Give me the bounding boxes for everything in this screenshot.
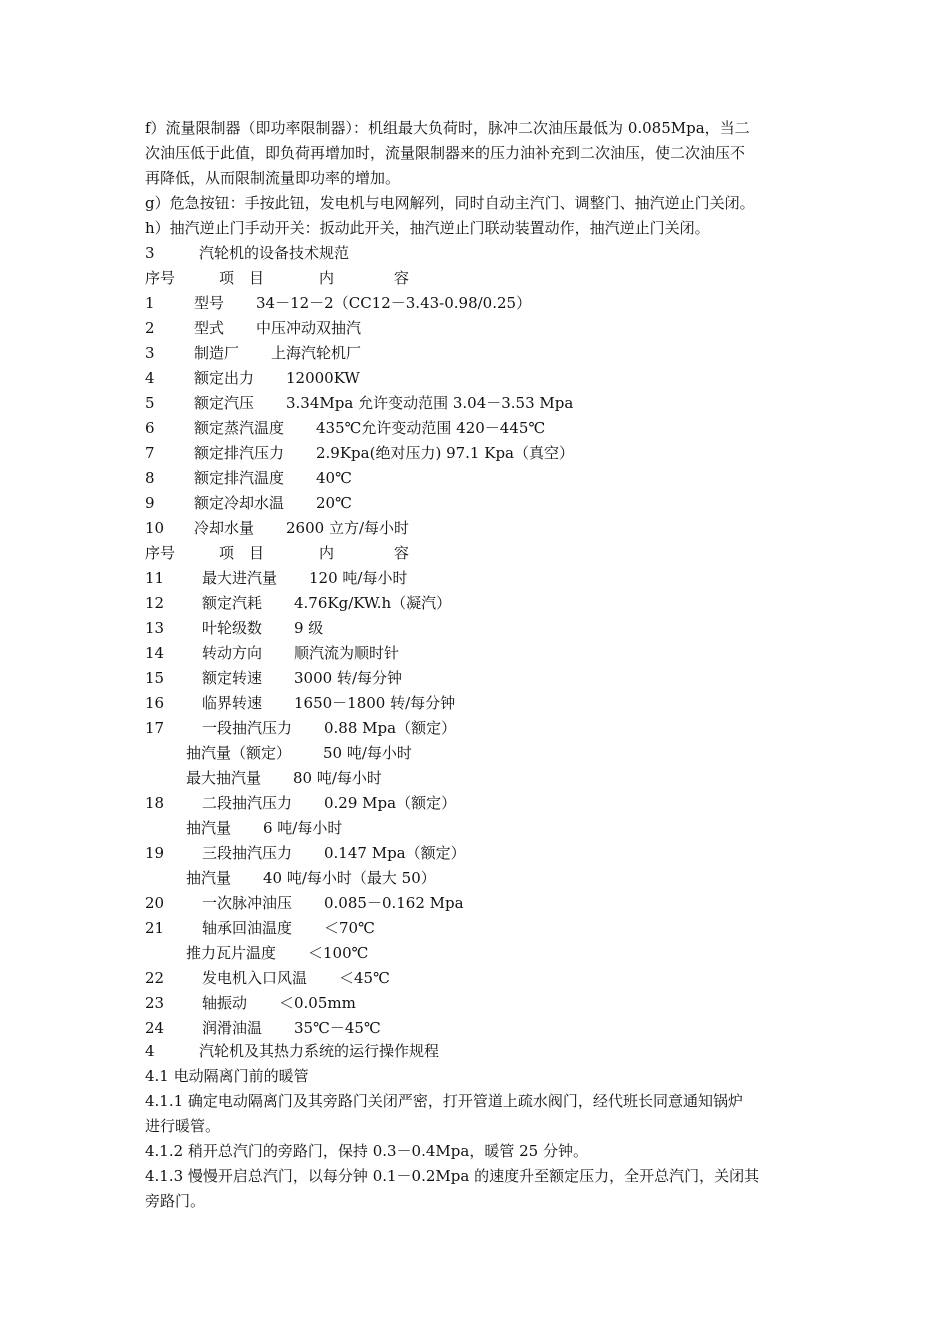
- row-number: 3: [145, 344, 155, 362]
- table-row: [145, 341, 810, 366]
- row-number: 10: [145, 519, 165, 537]
- row-item: 额定汽耗: [202, 594, 263, 612]
- row-number: 13: [145, 619, 165, 637]
- table-row: [145, 691, 810, 716]
- row-value: 0.147 Mpa（额定）: [324, 844, 466, 862]
- row-value: 3.34Mpa 允许变动范围 3.04－3.53 Mpa: [286, 394, 574, 412]
- row-value: 40℃: [316, 469, 352, 487]
- table-row: [145, 466, 810, 491]
- row-item: 额定蒸汽温度: [194, 419, 285, 437]
- table-row: [145, 516, 810, 541]
- row-number: 7: [145, 444, 155, 462]
- row-number: 2: [145, 319, 155, 337]
- row-item: 型式: [194, 319, 225, 337]
- table-row: [145, 916, 810, 941]
- row-number: 12: [145, 594, 165, 612]
- row-number: 15: [145, 669, 165, 687]
- row-item: 叶轮级数: [202, 619, 263, 637]
- row-item: 二段抽汽压力: [202, 794, 293, 812]
- row-item: 额定汽压: [194, 394, 255, 412]
- table-row: [145, 891, 810, 916]
- row-value: 上海汽轮机厂: [271, 344, 362, 362]
- row-item: 轴承回油温度: [202, 919, 293, 937]
- para-f-line-1: f）流量限制器（即功率限制器）：机组最大负荷时，脉冲二次油压最低为 0.085Mpa，当二: [145, 119, 750, 137]
- table-row: [145, 641, 810, 666]
- row-item: 最大抽汽量: [186, 769, 262, 787]
- row-value: 9 级: [294, 619, 324, 637]
- table-row: [145, 1016, 810, 1041]
- para-4-1-1-line-1: 4.1.1 确定电动隔离门及其旁路门关闭严密，打开管道上疏水阀门，经代班长同意通知锅炉: [145, 1092, 743, 1110]
- table-row: [145, 791, 810, 816]
- table-row: [145, 591, 810, 616]
- row-number: 23: [145, 994, 165, 1012]
- row-value: 35℃－45℃: [294, 1019, 381, 1037]
- table-row: [145, 666, 810, 691]
- section-title: 汽轮机的设备技术规范: [199, 244, 350, 262]
- para-4-1-3-line-2: 旁路门。: [145, 1192, 206, 1210]
- row-number: 20: [145, 894, 165, 912]
- para-4-1-2: 4.1.2 稍开总汽门的旁路门，保持 0.3－0.4Mpa，暖管 25 分钟。: [145, 1142, 588, 1160]
- row-item: 转动方向: [202, 644, 263, 662]
- table-row: [145, 441, 810, 466]
- table-row: [145, 841, 810, 866]
- row-number: 16: [145, 694, 165, 712]
- row-value: 4.76Kg/KW.h（凝汽）: [294, 594, 452, 612]
- table-row: [145, 491, 810, 516]
- row-value: 1650－1800 转/每分钟: [294, 694, 456, 712]
- row-item: 发电机入口风温: [202, 969, 308, 987]
- table-row: [145, 716, 810, 741]
- header-content: 内 容: [319, 269, 410, 287]
- row-value: 2600 立方/每小时: [286, 519, 409, 537]
- row-item: 冷却水量: [194, 519, 255, 537]
- table-row: [145, 391, 810, 416]
- para-h: h）抽汽逆止门手动开关：扳动此开关，抽汽逆止门联动装置动作，抽汽逆止门关闭。: [145, 219, 710, 237]
- row-item: 抽汽量: [186, 819, 232, 837]
- row-item: 型号: [194, 294, 225, 312]
- table-row: [145, 741, 810, 766]
- row-item: 推力瓦片温度: [186, 944, 277, 962]
- section-4-1-heading: 4.1 电动隔离门前的暖管: [145, 1067, 309, 1085]
- para-g: g）危急按钮：手按此钮，发电机与电网解列，同时自动主汽门、调整门、抽汽逆止门关闭。: [145, 194, 755, 212]
- row-value: 435℃允许变动范围 420－445℃: [316, 419, 546, 437]
- row-value: 50 吨/每小时: [323, 744, 412, 762]
- section-3-heading: [145, 241, 810, 266]
- para-f-line-3: 再降低，从而限制流量即功率的增加。: [145, 169, 401, 187]
- row-value: ＜45℃: [339, 969, 390, 987]
- header-item: 项 目: [219, 269, 265, 287]
- row-value: 0.29 Mpa（额定）: [324, 794, 457, 812]
- row-item: 抽汽量: [186, 869, 232, 887]
- row-item: 轴振动: [202, 994, 248, 1012]
- row-item: 制造厂: [194, 344, 240, 362]
- para-f-line-2: 次油压低于此值，即负荷再增加时，流量限制器来的压力油补充到二次油压，使二次油压不: [145, 144, 746, 162]
- para-4-1-1-line-2: 进行暖管。: [145, 1117, 221, 1135]
- row-number: 11: [145, 569, 165, 587]
- table-row: [145, 291, 810, 316]
- row-number: 1: [145, 294, 155, 312]
- table-row: [145, 866, 810, 891]
- row-item: 额定冷却水温: [194, 494, 285, 512]
- section-number: 3: [145, 244, 155, 262]
- row-number: 18: [145, 794, 165, 812]
- section-title: 汽轮机及其热力系统的运行操作规程: [199, 1042, 440, 1060]
- row-value: 20℃: [316, 494, 352, 512]
- row-value: 中压冲动双抽汽: [256, 319, 362, 337]
- table-row: [145, 566, 810, 591]
- table-row: [145, 416, 810, 441]
- row-value: 0.085－0.162 Mpa: [324, 894, 464, 912]
- row-value: 120 吨/每小时: [309, 569, 408, 587]
- table-row: [145, 816, 810, 841]
- row-number: 6: [145, 419, 155, 437]
- row-number: 24: [145, 1019, 165, 1037]
- row-value: ＜70℃: [324, 919, 375, 937]
- row-value: ＜100℃: [308, 944, 369, 962]
- header-no: 序号: [145, 544, 176, 562]
- row-number: 21: [145, 919, 165, 937]
- row-number: 17: [145, 719, 165, 737]
- table-row: [145, 316, 810, 341]
- row-number: 9: [145, 494, 155, 512]
- row-value: 顺汽流为顺时针: [294, 644, 400, 662]
- row-number: 5: [145, 394, 155, 412]
- row-item: 润滑油温: [202, 1019, 263, 1037]
- row-item: 额定排汽温度: [194, 469, 285, 487]
- row-number: 14: [145, 644, 165, 662]
- row-item: 额定转速: [202, 669, 263, 687]
- section-number: 4: [145, 1042, 155, 1060]
- row-item: 额定排汽压力: [194, 444, 285, 462]
- header-item: 项 目: [219, 544, 265, 562]
- table-header: [145, 266, 810, 291]
- row-number: 19: [145, 844, 165, 862]
- row-item: 一次脉冲油压: [202, 894, 293, 912]
- table-row: [145, 991, 810, 1016]
- header-no: 序号: [145, 269, 176, 287]
- table-header-repeat: [145, 541, 810, 566]
- section-4-heading: [145, 1039, 810, 1064]
- row-value: 34－12－2（CC12－3.43-0.98/0.25）: [256, 294, 532, 312]
- row-value: 6 吨/每小时: [263, 819, 343, 837]
- table-row: [145, 966, 810, 991]
- para-4-1-3-line-1: 4.1.3 慢慢开启总汽门，以每分钟 0.1－0.2Mpa 的速度升至额定压力，全开总汽门，关闭其: [145, 1167, 760, 1185]
- row-value: 3000 转/每分钟: [294, 669, 402, 687]
- row-item: 额定出力: [194, 369, 255, 387]
- table-row: [145, 366, 810, 391]
- row-item: 最大进汽量: [202, 569, 278, 587]
- row-value: 12000KW: [286, 369, 360, 387]
- row-value: ＜0.05mm: [279, 994, 356, 1012]
- row-number: 22: [145, 969, 165, 987]
- row-item: 临界转速: [202, 694, 263, 712]
- row-item: 抽汽量（额定）: [186, 744, 292, 762]
- table-row: [145, 941, 810, 966]
- row-value: 80 吨/每小时: [293, 769, 382, 787]
- row-number: 4: [145, 369, 155, 387]
- row-item: 一段抽汽压力: [202, 719, 293, 737]
- row-value: 0.88 Mpa（额定）: [324, 719, 457, 737]
- row-item: 三段抽汽压力: [202, 844, 293, 862]
- table-row: [145, 616, 810, 641]
- row-value: 2.9Kpa(绝对压力) 97.1 Kpa（真空）: [316, 444, 574, 462]
- row-number: 8: [145, 469, 155, 487]
- row-value: 40 吨/每小时（最大 50）: [263, 869, 436, 887]
- table-row: [145, 766, 810, 791]
- header-content: 内 容: [319, 544, 410, 562]
